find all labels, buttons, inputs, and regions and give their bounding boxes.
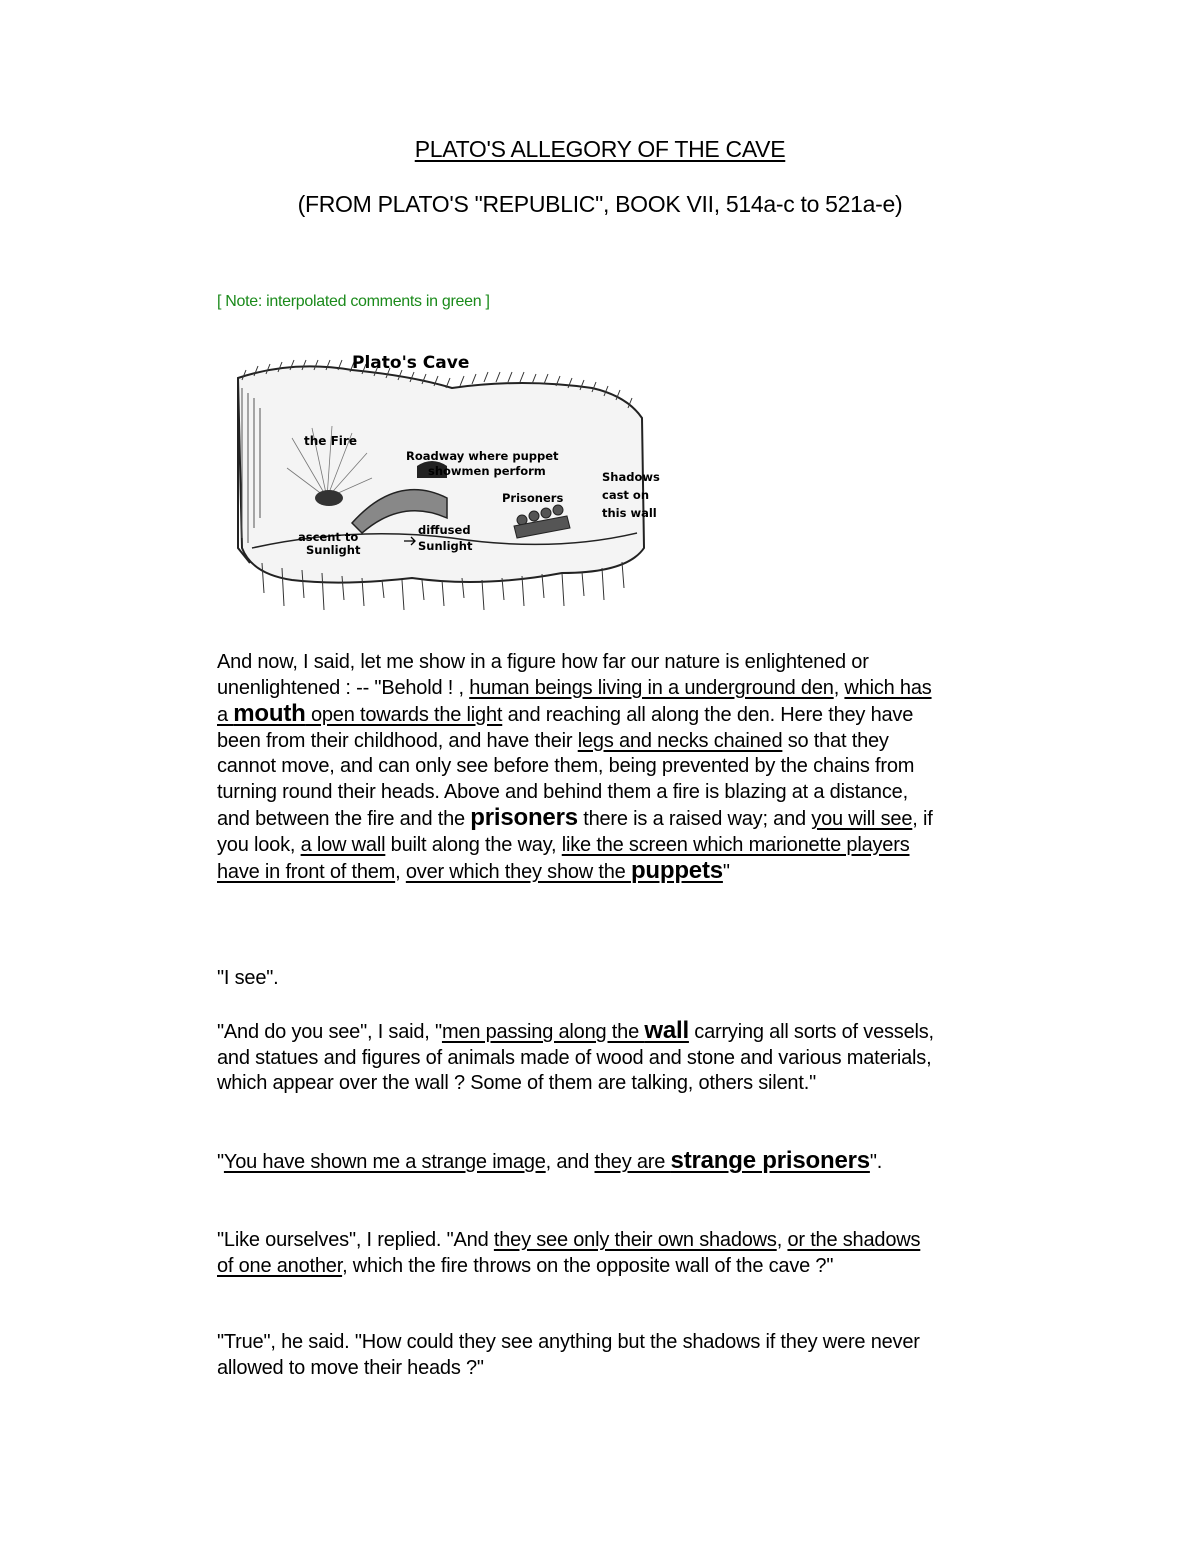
label-ascent-2: Sunlight: [306, 543, 361, 557]
figure-heading: Plato's Cave: [352, 353, 470, 373]
paragraph-6: "True", he said. "How could they see anything but the shadows if they were never allowed to move their heads ?": [217, 1331, 920, 1379]
editor-note: [ Note: interpolated comments in green ]: [217, 293, 490, 310]
paragraph-3: "And do you see", I said, "men passing along the wall carrying all sorts of vessels, and statues and figures of animals made of wood and stone and various materials, which appear over the wall ? Some of them are talking, others silent.": [217, 1017, 934, 1094]
label-shadows-3: this wall: [602, 506, 657, 520]
paragraph-2: "I see".: [217, 967, 279, 989]
label-shadows-2: cast on: [602, 488, 650, 502]
cave-illustration: [232, 348, 672, 613]
label-fire: the Fire: [304, 434, 357, 448]
label-diffused-2: Sunlight: [418, 539, 473, 553]
label-diffused-1: diffused: [418, 523, 471, 537]
paragraph-4: "You have shown me a strange image, and they are strange prisoners".: [217, 1147, 883, 1174]
paragraph-1: And now, I said, let me show in a figure how far our nature is enlightened or unenlightened : -- "Behold ! , human beings living in a underground den, which has a mouth open towards the light and reaching all along the den. Here they have been from their childhood, and have their legs and necks chained so that they cannot move, and can only see before them, being prevented by the chains from turning round their heads. Above and behind them a fire is blazing at a distance, and between the fire and the prisoners there is a raised way; and you will see, if you look, a low wall built along the way, like the screen which marionette players have in front of them, over which they show the puppets": [217, 651, 933, 884]
label-roadway-1: Roadway where puppet: [406, 449, 559, 463]
paragraph-5: "Like ourselves", I replied. "And they see only their own shadows, or the shadows of one another, which the fire throws on the opposite wall of the cave ?": [217, 1229, 921, 1277]
page-subtitle: (FROM PLATO'S "REPUBLIC", BOOK VII, 514a-c to 521a-e): [297, 191, 903, 217]
label-prisoners: Prisoners: [502, 491, 564, 505]
label-shadows-1: Shadows: [602, 470, 660, 484]
page-title: PLATO'S ALLEGORY OF THE CAVE: [414, 136, 786, 162]
label-ascent-1: ascent to: [298, 530, 359, 544]
label-roadway-2: showmen perform: [428, 464, 546, 478]
